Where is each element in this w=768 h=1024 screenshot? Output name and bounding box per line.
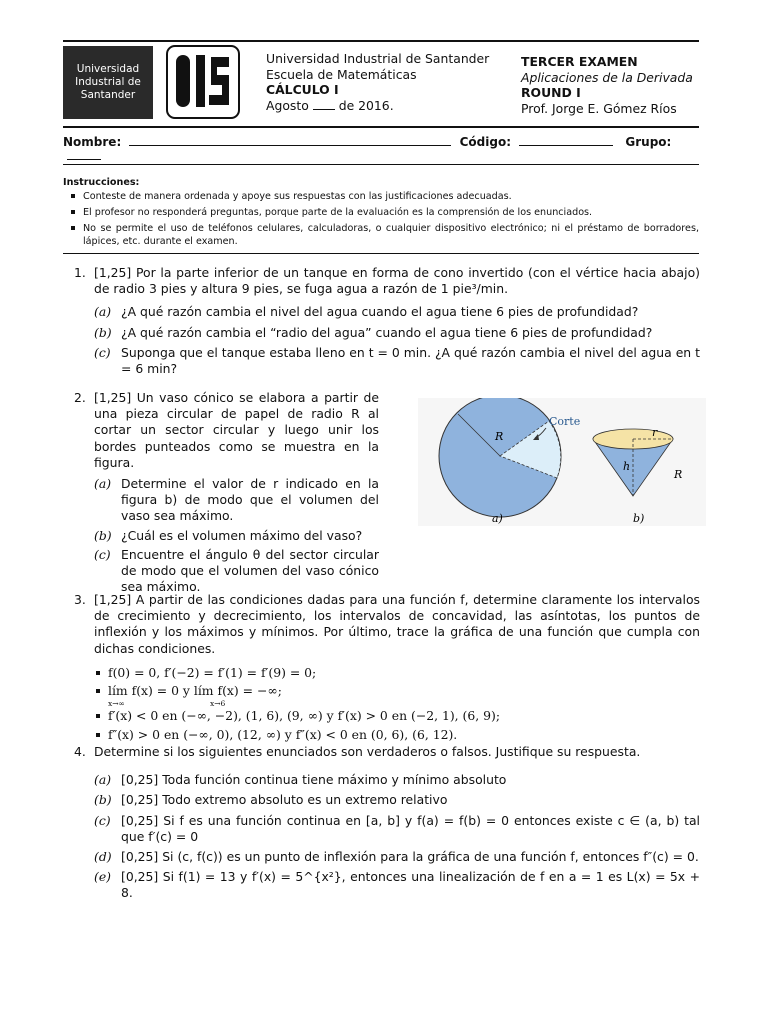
group-label: Grupo:: [625, 135, 672, 149]
fields-bottom-rule: [63, 164, 699, 165]
name-label: Nombre:: [63, 135, 122, 149]
question-part: (a) Determine el valor de r indicado en la figura b) de modo que el volumen del vaso sea máximo.: [94, 476, 379, 524]
question-part: (d) [0,25] Si (c, f(c)) es un punto de inflexión para la gráfica de una función f, entonces f″(c) = 0.: [94, 849, 699, 865]
question-3: [74, 592, 700, 743]
limit-subscript-2: x→6: [210, 699, 226, 709]
header-bottom-rule: [63, 126, 699, 128]
question-text: [1,25] A partir de las condiciones dadas para una función f, determine claramente los intervalos de crecimiento y decrecimiento, los intervalos de concavidad, las asíntotas, los puntos de inflexión y los máximos y mínimos. Por último, trace la gráfica de una función que cumpla con dichas condiciones.: [94, 592, 700, 656]
condition-item: f′(x) < 0 en (−∞, −2), (1, 6), (9, ∞) y f′(x) > 0 en (−2, 1), (6, 9);: [74, 708, 700, 724]
code-label: Código:: [459, 135, 512, 149]
cone-label-R: R: [674, 468, 683, 481]
question-2: [74, 390, 379, 595]
cone-label-h: h: [623, 460, 631, 473]
course-name: CÁLCULO I: [266, 82, 339, 97]
question-text: Determine si los siguientes enunciados son verdaderos o falsos. Justifique su respuesta.: [94, 744, 641, 759]
code-field[interactable]: [519, 135, 613, 146]
radius-label-R: R: [495, 430, 504, 443]
instruction-item: No se permite el uso de teléfonos celulares, calculadoras, o cualquier dispositivo electrónico; ni el préstamo de borradores, lápices, etc. durante el examen.: [75, 222, 699, 248]
question-number: 4.: [74, 744, 86, 759]
instruction-item: El profesor no responderá preguntas, porque parte de la evaluación es la comprensión de los enunciados.: [75, 206, 699, 219]
question-4: [74, 744, 700, 902]
question-number: 1.: [74, 265, 86, 280]
university-logo-box: [63, 46, 153, 119]
cone-label-r: r: [652, 426, 658, 439]
condition-item: lím f(x) = 0 y lím f(x) = −∞; x→∞ x→6: [74, 683, 700, 707]
instruction-item: Conteste de manera ordenada y apoye sus respuestas con las justificaciones adecuadas.: [75, 190, 699, 203]
exam-title: TERCER EXAMEN: [521, 54, 638, 69]
school-name: Escuela de Matemáticas: [266, 66, 417, 82]
logo-line-2: Industrial de: [75, 76, 141, 88]
question-part: (b) [0,25] Todo extremo absoluto es un extremo relativo: [94, 792, 448, 808]
question-part: (b) ¿Cuál es el volumen máximo del vaso?: [94, 527, 363, 543]
name-field[interactable]: [129, 135, 451, 146]
uis-logo: [166, 45, 240, 119]
corte-label: Corte: [549, 415, 581, 428]
question-number: 2.: [74, 390, 86, 405]
figure-label-b: b): [633, 512, 645, 525]
group-field[interactable]: [67, 149, 101, 160]
logo-line-1: Universidad: [76, 63, 140, 75]
question-part: (b) ¿A qué razón cambia el “radio del agua” cuando el agua tiene 6 pies de profundidad?: [94, 324, 653, 340]
question-part: (c) Encuentre el ángulo θ del sector circular de modo que el volumen del vaso cónico sea máximo.: [94, 546, 379, 595]
question-part: (c) Suponga que el tanque estaba lleno en t = 0 min. ¿A qué razón cambia el nivel del agua en t = 6 min?: [94, 344, 700, 377]
instructions-bottom-rule: [63, 253, 699, 254]
question-text: [1,25] Un vaso cónico se elabora a partir de una pieza circular de papel de radio R al cortar un sector circular y luego unir los bordes punteados como se muestra en la figura.: [94, 390, 379, 470]
question-part: (e) [0,25] Si f(1) = 13 y f′(x) = 5^{x²}, entonces una linealización de f en a = 1 es L(x) = 5x + 8.: [94, 869, 700, 901]
question-part: (a) [0,25] Toda función continua tiene máximo y mínimo absoluto: [94, 772, 507, 788]
university-name: Universidad Industrial de Santander: [266, 51, 490, 66]
condition-item: f(0) = 0, f′(−2) = f′(1) = f′(9) = 0;: [74, 665, 700, 681]
cone-figure: [418, 398, 706, 526]
figure-label-a: a): [492, 512, 503, 525]
instructions-title: Instrucciones:: [63, 177, 140, 188]
question-part: (a) ¿A qué razón cambia el nivel del agua cuando el agua tiene 6 pies de profundidad?: [94, 304, 639, 320]
question-text: [1,25] Por la parte inferior de un tanque en forma de cono invertido (con el vértice hacia abajo) de radio 3 pies y altura 9 pies, se fuga agua a razón de 1 pie³/min.: [94, 265, 700, 297]
question-part: (c) [0,25] Si f es una función continua en [a, b] y f(a) = f(b) = 0 entonces existe c ∈ (a, b) tal que f′(c) = 0: [94, 812, 700, 844]
exam-date: Agosto de 2016.: [266, 97, 394, 113]
exam-round: ROUND I: [521, 85, 581, 100]
condition-item: f″(x) > 0 en (−∞, 0), (12, ∞) y f″(x) < 0 en (0, 6), (6, 12).: [74, 727, 700, 743]
header-exam-info: [521, 54, 693, 116]
logo-line-3: Santander: [80, 89, 136, 101]
limit-subscript-1: x→∞: [108, 699, 125, 709]
top-rule: [63, 40, 699, 42]
professor-name: Prof. Jorge E. Gómez Ríos: [521, 100, 677, 116]
question-1: [74, 265, 700, 377]
exam-subtitle: Aplicaciones de la Derivada: [521, 69, 693, 85]
student-fields-row: [63, 135, 699, 163]
header-institution: [266, 51, 489, 113]
instructions: [63, 176, 699, 248]
question-number: 3.: [74, 592, 86, 607]
